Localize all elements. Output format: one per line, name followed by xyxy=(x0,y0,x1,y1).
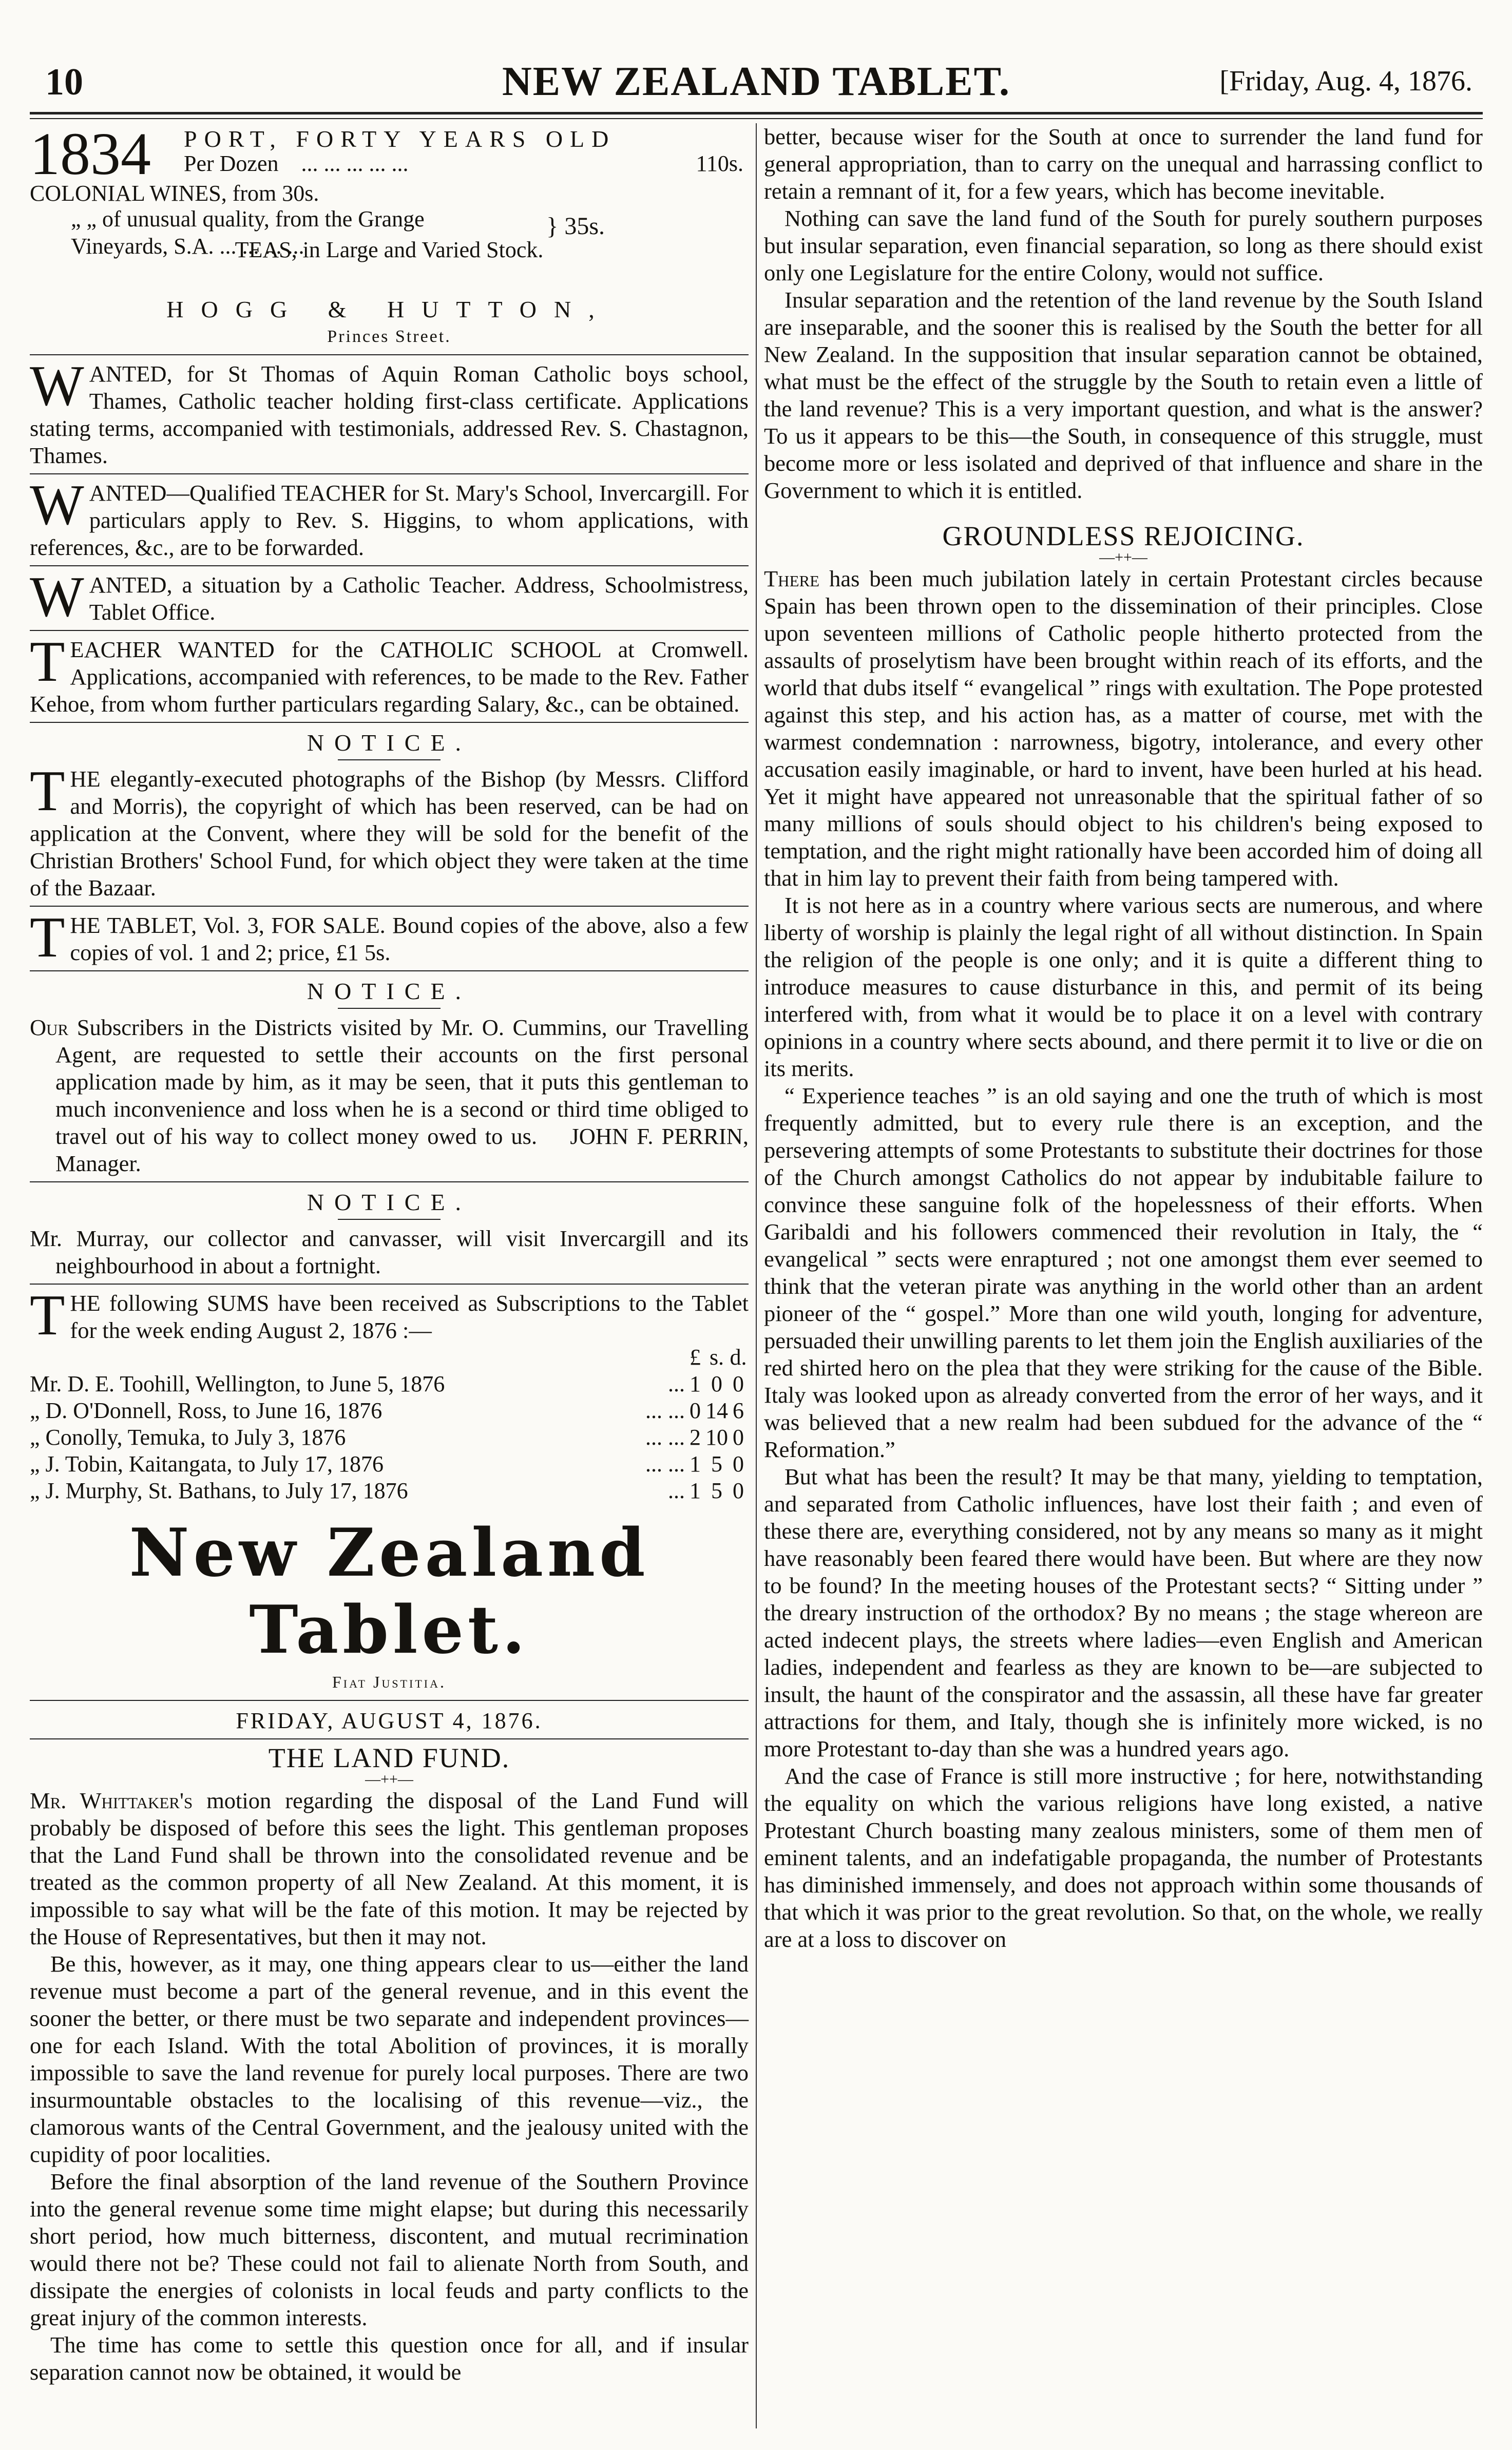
ad-year: 1834 xyxy=(30,120,151,187)
lead-words: There xyxy=(764,566,820,591)
header-shillings: s. xyxy=(709,1345,724,1370)
nameplate: New Zealand Tablet. xyxy=(129,1515,649,1669)
land-fund-paragraph: Be this, however, as it may, one thing appears clear to us—either the land revenue must become a part of the general revenue, and in this event the sooner the better, or there must be two separate and independent provinces—one for each Island. With the total Abolition of provinces, it is morally impossible to save the land revenue for purely local purposes. There are two insurmountable obstacles to the localising of this revenue—viz., the clamorous wants of the Central Government, and the jealousy united with the cupidity of poor localities. xyxy=(30,1951,749,2167)
ad-firm-name: HOGG & HUTTON, xyxy=(166,296,612,322)
table-header-row xyxy=(30,1344,749,1371)
notice-heading: NOTICE. xyxy=(307,1189,472,1215)
divider xyxy=(30,970,749,971)
tablet-for-sale-notice: THE TABLET, Vol. 3, FOR SALE. Bound copies of the above, also a few copies of vol. 1 and 2; price, £1 5s. xyxy=(30,906,749,969)
dropcap-t: T xyxy=(30,759,65,823)
wanted-ad-st-thomas: WANTED, for St Thomas of Aquin Roman Catholic boys school, Thames, Catholic teacher holding first-class certificate. Applications stating terms, accompanied with testimonials, addressed Rev. S. Chastagnon, Thames. xyxy=(30,354,749,468)
issue-date: [Friday, Aug. 4, 1876. xyxy=(1219,65,1472,97)
table-row: „ J. Tobin, Kaitangata, to July 17, 1876 ... ... 1 5 0 xyxy=(30,1451,744,1477)
motto: Fiat Justitia. xyxy=(332,1673,446,1691)
wanted-ad-st-marys: WANTED—Qualified TEACHER for St. Mary's School, Invercargill. For particulars apply to Rev. S. Higgins, to whom applications, with references, &c., are to be forwarded. xyxy=(30,473,749,560)
newspaper-title: NEW ZEALAND TABLET. xyxy=(502,59,1011,104)
ad-price-port: 110s. xyxy=(696,151,743,176)
land-fund-continuation: better, because wiser for the South at once to surrender the land fund for general appropriation, than to carry on the unequal and harrassing conflict to retain a remnant of it, for a few years, which has become inevitable. xyxy=(764,124,1483,204)
manager-signature: JOHN F. PERRIN, Manager. xyxy=(55,1123,749,1176)
divider xyxy=(30,1284,749,1285)
land-fund-paragraph: Nothing can save the land fund of the South for purely southern purposes but insular separation, even financial separation, so long as there should exist only one Legislature for the entire Colony, would not suffice. xyxy=(764,205,1483,285)
rejoicing-paragraph: “ Experience teaches ” is an old saying and one the truth of which is most frequently admitted, but to every rule there is an exception, and the persevering attempts of some Protestants to substitute their doctrines for those of the Church amongst Catholics do not appear by indubitable failure to convince these sanguine folk of the hopelessness of their efforts. When Garibaldi and his followers commenced their revolution in Italy, the “ evangelical ” sects were enraptured ; not one amongst them ever seemed to think that the veteran pirate was anything in the world other than an ardent pioneer of the “ gospel.” More than one wild youth, longing for adventure, persuaded their unwilling parents to let them join the English auxiliaries of the red shirted hero on the plea that they were striking for the cause of the Bible. Italy was looked upon as already converted from the error of her ways, and it was believed that a new realm had been subdued for the advance of the “ Reformation.” xyxy=(764,1083,1483,1462)
short-rule xyxy=(338,1219,441,1220)
advertisement-hogg-hutton xyxy=(30,120,749,293)
ornament-rule: —++— xyxy=(1099,549,1147,566)
ad-per-dozen: Per Dozen xyxy=(184,151,279,176)
notice-heading: NOTICE. xyxy=(307,730,472,756)
dropcap-t: T xyxy=(30,630,65,694)
dropcap-w: W xyxy=(30,565,84,629)
murray-notice: Mr. Murray, our collector and canvasser, will visit Invercargill and its neighbourhood in about a fortnight. xyxy=(30,1226,749,1278)
short-rule xyxy=(338,1008,441,1009)
land-fund-paragraph: Mr. Whittaker's motion regarding the disposal of the Land Fund will probably be disposed of before this sees the light. This gentleman proposes that the Land Fund shall be thrown into the consolidated revenue and be treated as the common property of all New Zealand. At this moment, it is impossible to say what will be the fate of this motion. It may be rejected by the House of Representatives, but then it may not. xyxy=(30,1788,749,1949)
ornament-rule: —++— xyxy=(365,1771,413,1788)
divider xyxy=(30,906,749,907)
divider xyxy=(30,565,749,566)
subscribers-notice: Our Subscribers in the Districts visited by Mr. O. Cummins, our Travelling Agent, are requested to settle their accounts on the first personal application made by him, as it may be seen, that it puts this gentleman to much inconvenience and loss when he is a second or third time obliged to travel out of his way to collect money owed to us. JOHN F. PERRIN, Manager. xyxy=(30,1015,749,1176)
dropcap-t: T xyxy=(30,1284,65,1347)
divider xyxy=(30,1181,749,1182)
divider xyxy=(30,473,749,474)
left-column xyxy=(30,120,749,2386)
masthead-rule-thin xyxy=(30,118,1483,119)
subscriptions-table xyxy=(30,1344,749,1504)
dropcap-w: W xyxy=(30,473,84,537)
land-fund-paragraph: Insular separation and the retention of the land revenue by the South Island are inseparable, and the sooner this is realised by the South the better for all New Zealand. In the supposition that insular separation cannot be obtained, what must be the effect of the struggle by the South to retain even a little of the land revenue? This is a very important question, and what is the answer? To us it appears to be this—the South, in consequence of this struggle, must become more or less isolated and deprived of that influence and share in the Government to which it is entitled. xyxy=(764,287,1483,503)
newspaper-page xyxy=(30,51,1483,2434)
rejoicing-paragraph: There has been much jubilation lately in certain Protestant circles because Spain has been thrown open to the dissemination of their principles. Close upon seventeen millions of Catholic people hitherto protected from the assaults of proselytism have been brought within reach of its efforts, and the world that dubs itself “ evangelical ” rings with exultation. The Pope protested against this step, and his action has, as a matter of course, met with the warmest condemnation : narrowness, bigotry, intolerance, and every other accusation easily imaginable, or hard to invent, have been hurled at his head. Yet it might have appeared not unreasonable that the spiritual father of so many millions of souls should object to his children's being exposed to temptation, and the right might rationally have been accorded him of doing all that in him lay to prevent their faith from being tampered with. xyxy=(764,566,1483,891)
groundless-rejoicing-headline: GROUNDLESS REJOICING. xyxy=(942,521,1305,551)
land-fund-paragraph: Before the final absorption of the land revenue of the Southern Province into the general revenue some time might elapse; but during this necessarily short period, how much bitterness, discontent, and mutual recrimination would there not be? These could not fail to alienate North from South, and dissipate the energies of colonists in local feuds and party conflicts to the great injury of the common interests. xyxy=(30,2169,749,2330)
teacher-wanted-ad: TEACHER WANTED for the CATHOLIC SCHOOL at Cromwell. Applications, accompanied with references, to be made to the Rev. Father Kehoe, from whom further particulars regarding Salary, &c., can be obtained. xyxy=(30,630,749,717)
table-row: Mr. D. E. Toohill, Wellington, to June 5, 1876 ... 1 0 0 xyxy=(30,1371,744,1396)
ad-port-line: PORT, FORTY YEARS OLD xyxy=(184,126,616,152)
dropcap-t: T xyxy=(30,906,65,969)
masthead-rule xyxy=(30,112,1483,114)
rejoicing-paragraph: But what has been the result? It may be that many, yielding to temptation, and separated from Catholic influences, have lost their faith ; and even of these there are, everything considered, not by any means so many as it might have reasonably been feared there would have been. But where are they now to be found? In the meeting houses of the Protestant sects? “ Sitting under ” the dreary instruction of the orthodox? By no means ; the stage whereon are acted indecent plays, the streets where ladies—even English and American ladies, independent and fearless as they are known to be—are subjected to insult, the haunt of the conspirator and the assassin, all these have far greater attractions for them, and Italy, though she is infinitely more wicked, is no more Protestant to-day than she was a hundred years ago. xyxy=(764,1464,1483,1762)
ad-wines-line: COLONIAL WINES, from 30s. xyxy=(30,181,319,206)
lead-words: Mr. Whittaker's xyxy=(30,1788,193,1813)
table-row: „ D. O'Donnell, Ross, to June 16, 1876 ... ... 0 14 6 xyxy=(30,1398,744,1423)
ad-dots: ... ... ... ... ... xyxy=(301,151,409,176)
subscriptions-intro: THE following SUMS have been received as Subscriptions to the Tablet for the week ending August 2, 1876 :— xyxy=(30,1284,749,1347)
dateline: FRIDAY, AUGUST 4, 1876. xyxy=(236,1708,543,1733)
wanted-ad-situation: WANTED, a situation by a Catholic Teacher. Address, Schoolmistress, Tablet Office. xyxy=(30,565,749,629)
notice-heading: NOTICE. xyxy=(307,978,472,1004)
ad-grange: „ „ of unusual quality, from the Grange xyxy=(71,206,425,232)
table-row: „ J. Murphy, St. Bathans, to July 17, 1876 ... 1 5 0 xyxy=(30,1478,744,1503)
ad-teas-line: TEAS, in Large and Varied Stock. xyxy=(235,237,544,262)
ad-price-grange: } 35s. xyxy=(546,213,605,240)
masthead xyxy=(30,51,1483,118)
table-row: „ Conolly, Temuka, to July 3, 1876 ... ... 2 10 0 xyxy=(30,1425,744,1450)
column-divider xyxy=(756,123,757,2428)
photographs-notice: THE elegantly-executed photographs of the Bishop (by Messrs. Clifford and Morris), the copyright of which has been reserved, can be had on application at the Convent, where they will be sold for the benefit of the Christian Brothers' School Fund, for which object they were taken at the time of the Bazaar. xyxy=(30,759,749,901)
rejoicing-paragraph: It is not here as in a country where various sects are numerous, and where liberty of worship is plainly the legal right of all without distinction. In Spain the religion of the people is one only; and it is quite a different thing to introduce measures to cause disturbance in this, and permit of its being interfered with, from what it would be to place it on a level with contrary opinions in a country where sects abound, and there permit it to live or die on its merits. xyxy=(764,892,1483,1081)
short-rule xyxy=(338,759,441,760)
divider xyxy=(30,1700,749,1701)
divider xyxy=(30,722,749,723)
divider xyxy=(30,630,749,631)
page-number: 10 xyxy=(45,61,83,103)
right-column xyxy=(764,123,1483,1953)
ad-per-dozen-line xyxy=(184,150,743,177)
header-pence: d. xyxy=(730,1345,747,1370)
ad-vineyards: Vineyards, S.A. ... ... ... ... xyxy=(71,234,304,259)
ad-address: Princes Street. xyxy=(327,327,451,346)
dropcap-w: W xyxy=(30,354,84,418)
divider xyxy=(30,354,749,355)
land-fund-paragraph: The time has come to settle this question once for all, and if insular separation cannot now be obtained, it would be xyxy=(30,2332,749,2385)
rejoicing-paragraph: And the case of France is still more instructive ; for here, notwithstanding the equality on which the various religions have long existed, a native Protestant Church boasting many zealous ministers, some of them men of eminent talents, and an indefatigable propaganda, the number of Protestants has diminished immensely, and does not approach within some thousands of that which it was prior to the great revolution. So that, on the whole, we really are at a loss to discover on xyxy=(764,1763,1483,1952)
divider xyxy=(30,1738,749,1739)
header-pounds: £ xyxy=(690,1345,701,1370)
land-fund-headline: THE LAND FUND. xyxy=(268,1743,510,1773)
